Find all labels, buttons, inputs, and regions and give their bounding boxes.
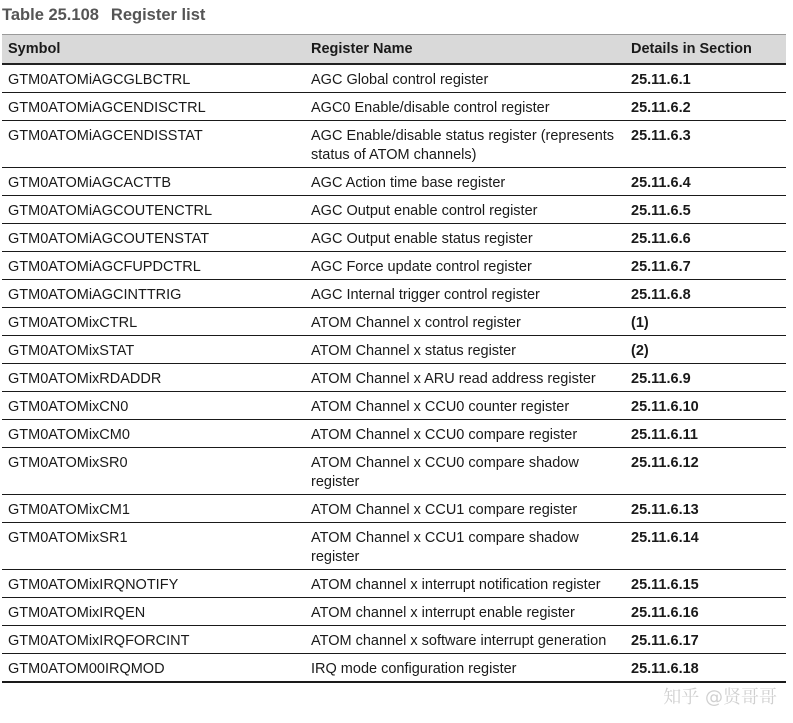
table-row — [2, 280, 786, 308]
table-caption — [2, 6, 205, 25]
cell-section: 25.11.6.3 — [625, 121, 786, 168]
table-header-row — [2, 35, 786, 65]
cell-register-name: IRQ mode configuration register — [305, 654, 625, 683]
cell-register-name: AGC Global control register — [305, 64, 625, 93]
cell-register-name: AGC Force update control register — [305, 252, 625, 280]
cell-section: 25.11.6.2 — [625, 93, 786, 121]
table-row — [2, 252, 786, 280]
cell-section: (1) — [625, 308, 786, 336]
cell-symbol: GTM0ATOMixRDADDR — [2, 364, 305, 392]
table-row — [2, 392, 786, 420]
table-row — [2, 570, 786, 598]
cell-register-name: AGC Action time base register — [305, 168, 625, 196]
cell-register-name: ATOM Channel x status register — [305, 336, 625, 364]
table-number: Table 25.108 — [2, 6, 99, 24]
cell-symbol: GTM0ATOM00IRQMOD — [2, 654, 305, 683]
cell-section: 25.11.6.9 — [625, 364, 786, 392]
cell-register-name: ATOM channel x software interrupt generation — [305, 626, 625, 654]
cell-section: 25.11.6.7 — [625, 252, 786, 280]
cell-symbol: GTM0ATOMixSTAT — [2, 336, 305, 364]
cell-section: 25.11.6.14 — [625, 523, 786, 570]
table-row — [2, 196, 786, 224]
cell-symbol: GTM0ATOMiAGCACTTB — [2, 168, 305, 196]
cell-register-name: ATOM channel x interrupt enable register — [305, 598, 625, 626]
cell-register-name: ATOM Channel x CCU1 compare register — [305, 495, 625, 523]
cell-symbol: GTM0ATOMiAGCOUTENCTRL — [2, 196, 305, 224]
cell-section: 25.11.6.5 — [625, 196, 786, 224]
table-row — [2, 121, 786, 168]
cell-register-name: ATOM channel x interrupt notification register — [305, 570, 625, 598]
cell-symbol: GTM0ATOMixSR0 — [2, 448, 305, 495]
table-row — [2, 654, 786, 683]
cell-section: 25.11.6.1 — [625, 64, 786, 93]
table-row — [2, 598, 786, 626]
cell-symbol: GTM0ATOMiAGCGLBCTRL — [2, 64, 305, 93]
table-row — [2, 495, 786, 523]
cell-symbol: GTM0ATOMixIRQNOTIFY — [2, 570, 305, 598]
cell-section: 25.11.6.4 — [625, 168, 786, 196]
cell-register-name: AGC Enable/disable status register (represents status of ATOM channels) — [305, 121, 625, 168]
cell-symbol: GTM0ATOMiAGCFUPDCTRL — [2, 252, 305, 280]
header-register-name: Register Name — [305, 35, 625, 65]
cell-section: 25.11.6.17 — [625, 626, 786, 654]
cell-section: 25.11.6.18 — [625, 654, 786, 683]
cell-symbol: GTM0ATOMiAGCINTTRIG — [2, 280, 305, 308]
cell-symbol: GTM0ATOMixCTRL — [2, 308, 305, 336]
table-row — [2, 168, 786, 196]
table-row — [2, 448, 786, 495]
cell-section: 25.11.6.15 — [625, 570, 786, 598]
table-row — [2, 93, 786, 121]
cell-register-name: ATOM Channel x CCU0 compare register — [305, 420, 625, 448]
cell-section: 25.11.6.8 — [625, 280, 786, 308]
table-row — [2, 364, 786, 392]
table-row — [2, 420, 786, 448]
table-row — [2, 336, 786, 364]
cell-symbol: GTM0ATOMiAGCENDISCTRL — [2, 93, 305, 121]
table-row — [2, 224, 786, 252]
cell-symbol: GTM0ATOMixCM0 — [2, 420, 305, 448]
cell-register-name: AGC Output enable control register — [305, 196, 625, 224]
header-details-section: Details in Section — [625, 35, 786, 65]
cell-register-name: AGC0 Enable/disable control register — [305, 93, 625, 121]
watermark: 知乎 @贤哥哥 — [663, 687, 777, 708]
table-title: Register list — [110, 6, 206, 24]
cell-register-name: ATOM Channel x control register — [305, 308, 625, 336]
cell-register-name: ATOM Channel x CCU0 compare shadow register — [305, 448, 625, 495]
cell-symbol: GTM0ATOMixCM1 — [2, 495, 305, 523]
cell-section: 25.11.6.6 — [625, 224, 786, 252]
cell-symbol: GTM0ATOMiAGCENDISSTAT — [2, 121, 305, 168]
header-symbol: Symbol — [2, 35, 305, 65]
cell-symbol: GTM0ATOMixIRQFORCINT — [2, 626, 305, 654]
cell-symbol: GTM0ATOMixSR1 — [2, 523, 305, 570]
cell-section: 25.11.6.10 — [625, 392, 786, 420]
cell-symbol: GTM0ATOMixIRQEN — [2, 598, 305, 626]
cell-register-name: ATOM Channel x CCU1 compare shadow register — [305, 523, 625, 570]
cell-register-name: AGC Output enable status register — [305, 224, 625, 252]
cell-register-name: AGC Internal trigger control register — [305, 280, 625, 308]
cell-section: (2) — [625, 336, 786, 364]
cell-register-name: ATOM Channel x CCU0 counter register — [305, 392, 625, 420]
register-table — [2, 34, 786, 683]
cell-register-name: ATOM Channel x ARU read address register — [305, 364, 625, 392]
table-row — [2, 308, 786, 336]
cell-section: 25.11.6.13 — [625, 495, 786, 523]
cell-section: 25.11.6.12 — [625, 448, 786, 495]
cell-section: 25.11.6.11 — [625, 420, 786, 448]
table-row — [2, 64, 786, 93]
cell-section: 25.11.6.16 — [625, 598, 786, 626]
cell-symbol: GTM0ATOMixCN0 — [2, 392, 305, 420]
table-row — [2, 626, 786, 654]
table-row — [2, 523, 786, 570]
cell-symbol: GTM0ATOMiAGCOUTENSTAT — [2, 224, 305, 252]
